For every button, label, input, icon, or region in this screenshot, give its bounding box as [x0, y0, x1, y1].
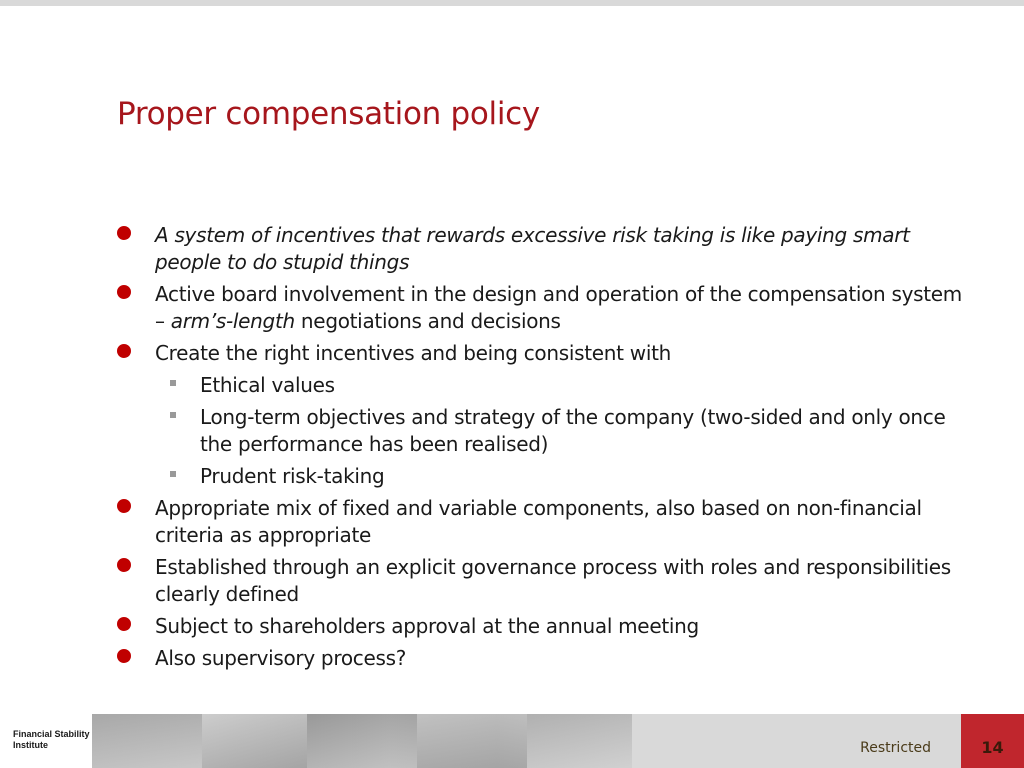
photo-segment — [307, 714, 417, 768]
bullet-item — [117, 554, 967, 608]
bullet-dot-icon — [117, 649, 131, 663]
sub-bullet-item — [117, 463, 967, 490]
sub-bullet-text: Ethical values — [200, 373, 335, 397]
logo-line-2: Institute — [13, 740, 48, 750]
slide-title: Proper compensation policy — [117, 96, 540, 132]
bullet-dot-icon — [117, 226, 131, 240]
footer — [0, 714, 1024, 768]
photo-segment — [527, 714, 632, 768]
sub-bullet-text: Prudent risk-taking — [200, 464, 385, 488]
sub-bullet-item — [117, 372, 967, 399]
bullet-item — [117, 222, 967, 276]
bullet-item — [117, 613, 967, 640]
bullet-text: Create the right incentives and being consistent with — [155, 341, 671, 365]
bullet-text: Subject to shareholders approval at the annual meeting — [155, 614, 699, 638]
bullet-text-pre: Active board involvement in the design and operation of the compensation system – — [155, 282, 962, 333]
bullet-text: Appropriate mix of fixed and variable components, also based on non-financial criteria as appropriate — [155, 496, 922, 547]
bullet-dot-icon — [117, 617, 131, 631]
classification-label: Restricted — [860, 740, 931, 756]
bullet-text-italic: arm’s-length — [170, 309, 295, 333]
photo-segment — [92, 714, 202, 768]
sub-bullet-text: Long-term objectives and strategy of the company (two-sided and only once the performance has been realised) — [200, 405, 946, 456]
top-bar — [0, 0, 1024, 6]
logo-text — [13, 729, 90, 751]
page-number: 14 — [981, 738, 1004, 757]
bullet-item — [117, 645, 967, 672]
bullet-text: Established through an explicit governance process with roles and responsibilities clearly defined — [155, 555, 951, 606]
fsi-logo — [0, 714, 92, 768]
bullet-item — [117, 495, 967, 549]
bullet-square-icon — [170, 380, 176, 386]
photo-segment — [417, 714, 527, 768]
bullet-dot-icon — [117, 344, 131, 358]
logo-line-1: Financial Stability — [13, 729, 90, 739]
sub-bullet-item — [117, 404, 967, 458]
bullet-text: A system of incentives that rewards excessive risk taking is like paying smart people to do stupid things — [155, 223, 910, 274]
bullet-dot-icon — [117, 285, 131, 299]
bullet-dot-icon — [117, 499, 131, 513]
photo-segment — [202, 714, 307, 768]
bullet-item — [117, 281, 967, 335]
bullet-dot-icon — [117, 558, 131, 572]
bullet-square-icon — [170, 412, 176, 418]
bullet-list — [117, 222, 967, 677]
footer-grey-panel — [632, 714, 961, 768]
page-number-box — [961, 714, 1024, 768]
footer-photo-strip — [92, 714, 632, 768]
bullet-square-icon — [170, 471, 176, 477]
bullet-text-post: negotiations and decisions — [294, 309, 561, 333]
bullet-text: Also supervisory process? — [155, 646, 407, 670]
bullet-item — [117, 340, 967, 367]
